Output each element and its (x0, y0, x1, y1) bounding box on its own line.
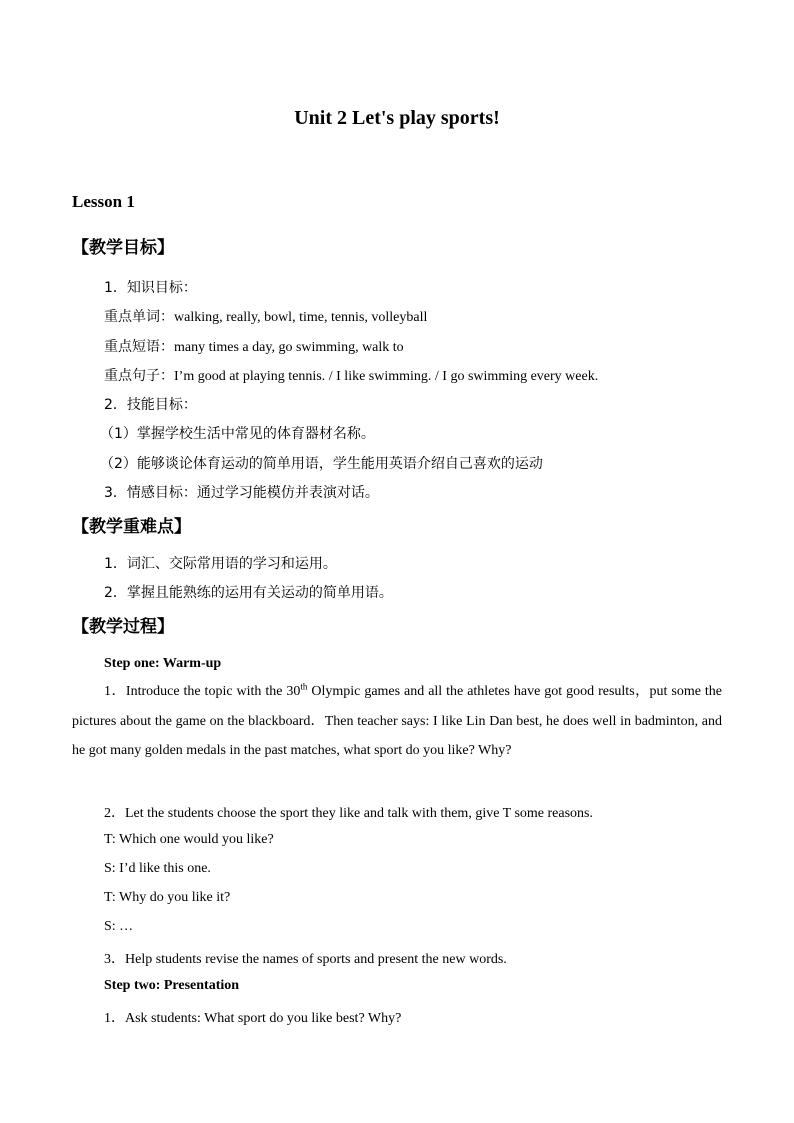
paragraph-1-rest: Olympic games and all the athletes have got good results，put some the pictures about the game on the blackboard．Then teacher says: I like Lin Dan best, he does well in badminton, and he got many golden medals in the past matches, what sport do you like? Why? (72, 684, 722, 758)
step-two-title: Step two: Presentation (104, 978, 240, 993)
section-heading-goals: 【教学目标】 (72, 238, 174, 258)
key-phrases: many times a day, go swimming, walk to (174, 340, 404, 355)
key-sentences: I’m good at playing tennis. / I like swimming. / I go swimming every week. (174, 369, 599, 384)
presentation-paragraph-1: 1．Ask students: What sport do you like best? Why? (104, 1011, 402, 1026)
key-phrases-line (104, 336, 404, 356)
key-point-2: 2．掌握且能熟练的运用有关运动的简单用语。 (104, 585, 393, 601)
warm-up-paragraph-3: 3．Help students revise the names of sports and present the new words. (104, 952, 507, 967)
dialogue-line-2: S: I’d like this one. (104, 861, 211, 876)
emotion-goal: 3．情感目标：通过学习能模仿并表演对话。 (104, 485, 379, 501)
key-words-label: 重点单词： (104, 309, 174, 325)
paragraph-1-start: 1．Introduce the topic with the 30 (104, 684, 301, 699)
dialogue-line-1: T: Which one would you like? (104, 832, 274, 847)
section-heading-key-points: 【教学重难点】 (72, 517, 191, 537)
key-words-line (104, 306, 427, 326)
skill-goal-2: （2）能够谈论体育运动的简单用语，学生能用英语介绍自己喜欢的运动 (100, 456, 543, 472)
key-sentences-line (104, 365, 598, 385)
ordinal-suffix: th (300, 681, 308, 692)
skill-goal-1: （1）掌握学校生活中常见的体育器材名称。 (100, 426, 375, 442)
lesson-heading: Lesson 1 (72, 192, 135, 211)
knowledge-goal-heading: 1．知识目标： (104, 280, 197, 296)
dialogue-line-4: S: … (104, 919, 134, 934)
key-words: walking, really, bowl, time, tennis, volleyball (174, 310, 428, 325)
step-one-title: Step one: Warm-up (104, 656, 222, 671)
skill-goal-heading: 2．技能目标： (104, 397, 197, 413)
key-point-1: 1．词汇、交际常用语的学习和运用。 (104, 556, 337, 572)
document-title: Unit 2 Let's play sports! (294, 107, 500, 129)
dialogue-line-3: T: Why do you like it? (104, 890, 231, 905)
warm-up-paragraph-1 (72, 677, 722, 766)
key-sentences-label: 重点句子： (104, 368, 174, 384)
warm-up-paragraph-2: 2．Let the students choose the sport they like and talk with them, give T some reasons. (104, 806, 594, 821)
section-heading-process: 【教学过程】 (72, 617, 174, 637)
key-phrases-label: 重点短语： (104, 339, 174, 355)
